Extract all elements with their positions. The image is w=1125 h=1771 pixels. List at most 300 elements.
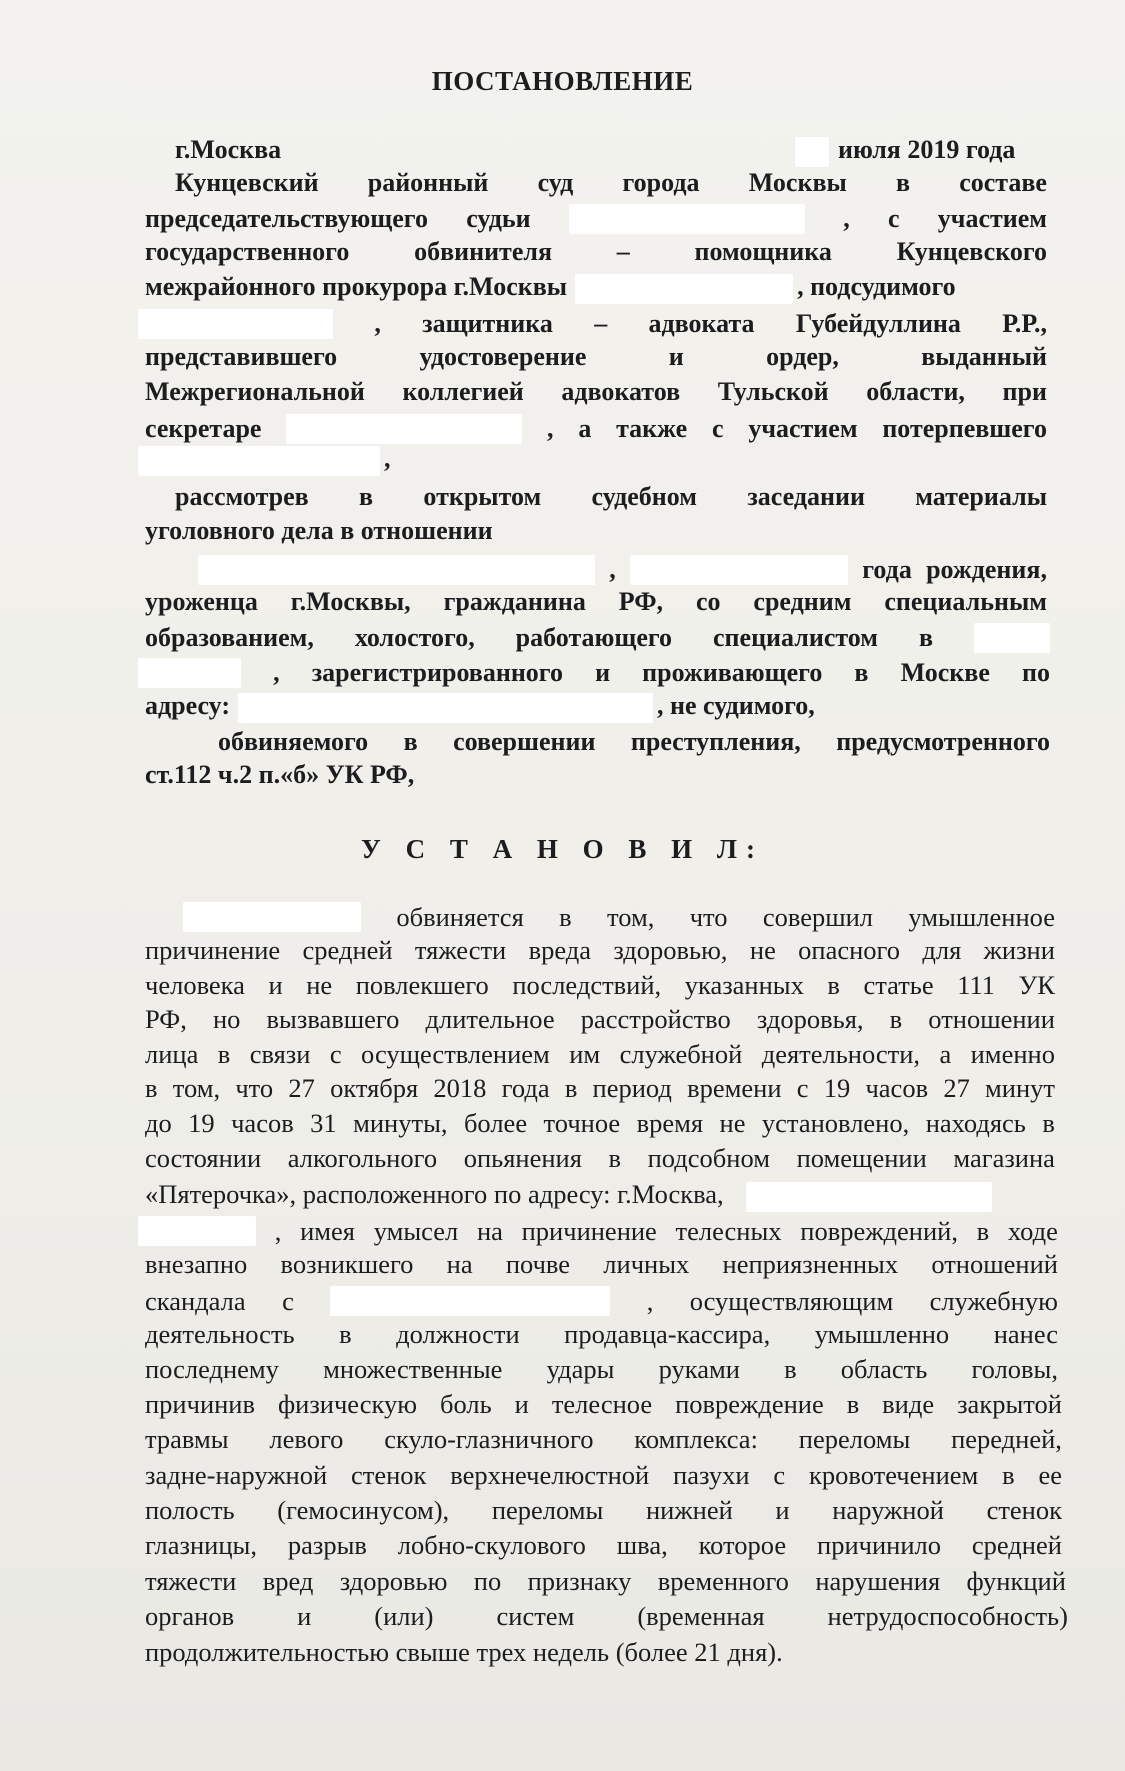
text-word: телесных bbox=[675, 1215, 782, 1246]
text-word: почве bbox=[505, 1249, 571, 1279]
text-word: Межрегиональной bbox=[145, 377, 365, 406]
text-word: г.Москвы, bbox=[290, 587, 411, 616]
redaction-block bbox=[183, 902, 361, 932]
text-word: председательствующего bbox=[145, 204, 428, 233]
text-line bbox=[145, 937, 1055, 964]
text-word: в bbox=[359, 482, 374, 511]
text-word: помощника bbox=[694, 237, 832, 266]
text-word: причинение bbox=[521, 1215, 657, 1246]
text-line bbox=[175, 484, 1047, 510]
redaction-block bbox=[569, 204, 805, 234]
text-word: здоровья, bbox=[756, 1004, 864, 1034]
text-word: минуты, bbox=[353, 1108, 448, 1138]
text-word: в bbox=[889, 1004, 903, 1034]
text-word: причинение bbox=[145, 935, 281, 965]
text-word: области, bbox=[866, 377, 965, 406]
text-line bbox=[145, 623, 1050, 653]
text-word: шва, bbox=[616, 1530, 668, 1560]
text-word: судьи bbox=[466, 204, 531, 233]
text-line bbox=[145, 344, 1047, 370]
text-word: Кунцевский bbox=[175, 168, 319, 197]
text-word: Москве bbox=[900, 658, 990, 687]
text-line bbox=[138, 309, 1047, 339]
text-word: города bbox=[622, 168, 700, 197]
text-word: опьянения bbox=[463, 1143, 582, 1173]
text-word: тяжести bbox=[414, 935, 507, 965]
text-word: 27 bbox=[288, 1073, 315, 1103]
city-label: г.Москва bbox=[175, 135, 282, 164]
text-word: коллегией bbox=[402, 377, 524, 406]
redaction-block bbox=[138, 446, 380, 476]
text-word: , bbox=[547, 414, 554, 443]
text-word: , bbox=[374, 309, 381, 338]
text-word: повреждение bbox=[675, 1389, 824, 1419]
text-word: секретаре bbox=[145, 414, 262, 443]
text-word: в bbox=[339, 1319, 352, 1349]
text-word: средней bbox=[302, 935, 393, 965]
text-line bbox=[145, 1639, 783, 1666]
text-line bbox=[145, 1356, 1058, 1383]
text-word: умысел bbox=[373, 1215, 459, 1246]
text-word: Р.Р., bbox=[1002, 309, 1047, 338]
text-word: пазухи bbox=[673, 1460, 750, 1490]
text-line bbox=[145, 518, 493, 544]
text-word: вызвавшего bbox=[266, 1004, 400, 1034]
text-word: состоянии bbox=[145, 1143, 262, 1173]
text-word: лобно-скулового bbox=[397, 1530, 586, 1560]
text-word: обвиняется bbox=[396, 901, 524, 932]
text-word: выданный bbox=[921, 342, 1047, 371]
text-word: и bbox=[668, 342, 684, 371]
redaction-block bbox=[575, 274, 793, 304]
text-word: время bbox=[636, 1108, 704, 1138]
text-word: должности bbox=[396, 1319, 520, 1349]
redaction-block bbox=[138, 1216, 256, 1246]
text-word: , bbox=[646, 1285, 654, 1316]
text-word: 111 bbox=[957, 970, 995, 1000]
text-word: закрытой bbox=[957, 1389, 1062, 1419]
text-word: деятельности, bbox=[761, 1039, 921, 1069]
text-word: при bbox=[1002, 377, 1047, 406]
text-word: , bbox=[273, 658, 280, 687]
text-word: здоровью bbox=[339, 1566, 448, 1596]
section-heading: У С Т А Н О В И Л: bbox=[361, 834, 764, 864]
text-word: часов bbox=[865, 1073, 929, 1103]
text-line bbox=[145, 1286, 1058, 1316]
text-word: физическую bbox=[277, 1389, 418, 1419]
text-word: подсобном bbox=[647, 1143, 770, 1173]
text-word: повлекшего bbox=[355, 970, 489, 1000]
text-line bbox=[145, 1462, 1062, 1489]
text-word: , bbox=[609, 555, 616, 584]
text-word: полость bbox=[145, 1495, 235, 1525]
text-word: в bbox=[608, 1143, 622, 1173]
text-word: часов bbox=[231, 1108, 294, 1138]
text-word: уголовного дела в отношении bbox=[145, 516, 493, 545]
text-word: 27 bbox=[943, 1073, 970, 1103]
text-word: ее bbox=[1038, 1460, 1062, 1490]
text-word: предусмотренного bbox=[836, 727, 1050, 756]
text-word: в bbox=[846, 1389, 860, 1419]
text-word: функций bbox=[966, 1566, 1066, 1596]
text-line bbox=[145, 414, 1047, 444]
text-word: опасного bbox=[798, 935, 901, 965]
text-word: «Пятерочка», расположенного по адресу: г.Москва, bbox=[145, 1179, 724, 1209]
text-word: глазницы, bbox=[145, 1530, 257, 1560]
text-line bbox=[138, 1216, 1058, 1246]
text-word: в bbox=[1042, 1108, 1055, 1138]
text-word: , подсудимого bbox=[797, 272, 956, 301]
redaction-block bbox=[198, 555, 595, 585]
text-word: гражданина bbox=[443, 587, 586, 616]
text-word: ст.112 ч.2 п.«б» УК РФ, bbox=[145, 760, 415, 789]
text-line bbox=[145, 762, 414, 788]
text-word: не bbox=[306, 970, 333, 1000]
text-word: Москвы bbox=[748, 168, 847, 197]
text-word: имея bbox=[300, 1215, 355, 1246]
text-word: причинив bbox=[145, 1389, 255, 1419]
text-word: что bbox=[235, 1073, 274, 1103]
text-word: продолжительностью свыше трех недель (более 21 дня). bbox=[145, 1637, 783, 1667]
text-word: служебную bbox=[929, 1285, 1058, 1316]
text-line bbox=[175, 170, 1047, 196]
text-word: неприязненных bbox=[722, 1249, 899, 1279]
text-word: рассмотрев bbox=[175, 482, 309, 511]
text-word: что bbox=[689, 901, 728, 932]
text-line bbox=[145, 379, 1047, 405]
text-word: 19 bbox=[188, 1108, 215, 1138]
text-word: тяжести bbox=[145, 1566, 237, 1596]
text-word: проживающего bbox=[642, 658, 823, 687]
text-word: суд bbox=[537, 168, 574, 197]
date-suffix: июля 2019 года bbox=[838, 135, 1016, 164]
text-word: установлено, bbox=[761, 1108, 910, 1138]
text-line bbox=[145, 589, 1047, 615]
text-word: времени bbox=[687, 1073, 782, 1103]
text-word: головы, bbox=[971, 1354, 1058, 1384]
text-line bbox=[145, 239, 1047, 265]
text-word: том, bbox=[606, 901, 655, 932]
text-word: представившего bbox=[145, 342, 338, 371]
text-word: до bbox=[145, 1108, 172, 1138]
text-word: руками bbox=[658, 1354, 740, 1384]
text-word: – bbox=[594, 309, 608, 338]
text-word: составе bbox=[959, 168, 1047, 197]
text-word: боль bbox=[440, 1389, 492, 1419]
text-word: комплекса: bbox=[634, 1424, 758, 1454]
text-word: районный bbox=[367, 168, 489, 197]
text-word: нетрудоспособность) bbox=[827, 1601, 1068, 1631]
text-word: длительное bbox=[425, 1004, 555, 1034]
text-word: обвинителя bbox=[414, 237, 553, 266]
text-word: удары bbox=[546, 1354, 615, 1384]
text-line bbox=[145, 204, 1047, 234]
text-word: а bbox=[578, 414, 592, 443]
text-word: межрайонного прокурора г.Москвы bbox=[145, 272, 568, 301]
text-line bbox=[145, 1041, 1055, 1068]
text-word: ходе bbox=[1007, 1215, 1058, 1246]
text-word: Губейдуллина bbox=[795, 309, 961, 338]
text-word: возникшего bbox=[280, 1249, 414, 1279]
text-word: которое bbox=[698, 1530, 787, 1560]
text-word: (гемосинусом), bbox=[277, 1495, 450, 1525]
text-word: года bbox=[862, 555, 912, 584]
text-word: повреждений, bbox=[800, 1215, 958, 1246]
text-word: магазина bbox=[953, 1143, 1055, 1173]
text-word: и bbox=[775, 1495, 790, 1525]
text-line bbox=[145, 1251, 1058, 1278]
text-word: ордер, bbox=[766, 342, 839, 371]
redaction-block bbox=[238, 693, 653, 723]
text-line bbox=[145, 1532, 1062, 1559]
text-line bbox=[145, 1181, 992, 1212]
text-word: (временная bbox=[637, 1601, 765, 1631]
text-word: жизни bbox=[983, 935, 1055, 965]
redaction-block bbox=[974, 623, 1050, 653]
text-word: продавца-кассира, bbox=[564, 1319, 771, 1349]
text-word: том, bbox=[172, 1073, 221, 1103]
text-line bbox=[138, 446, 391, 476]
text-word: материалы bbox=[915, 482, 1047, 511]
text-word: органов bbox=[145, 1601, 235, 1631]
text-word: на bbox=[446, 1249, 473, 1279]
text-word: внезапно bbox=[145, 1249, 248, 1279]
text-word: и bbox=[297, 1601, 312, 1631]
text-word: множественные bbox=[323, 1354, 503, 1384]
text-word: телесное bbox=[551, 1389, 653, 1419]
text-word: на bbox=[476, 1215, 503, 1246]
text-word: в bbox=[918, 623, 934, 652]
text-word: октября bbox=[330, 1073, 419, 1103]
text-word: травмы bbox=[145, 1424, 229, 1454]
text-line bbox=[145, 1321, 1058, 1348]
text-word: адресу: bbox=[145, 691, 230, 720]
text-word: вред bbox=[262, 1566, 314, 1596]
text-word: связи bbox=[249, 1039, 311, 1069]
text-word: отношении bbox=[928, 1004, 1055, 1034]
text-word: не bbox=[719, 1108, 746, 1138]
text-word: уроженца bbox=[145, 587, 258, 616]
text-word: а bbox=[939, 1039, 952, 1069]
text-word: с bbox=[773, 1460, 786, 1490]
text-word: лица bbox=[145, 1039, 199, 1069]
text-word: вреда bbox=[528, 935, 591, 965]
text-word: года bbox=[501, 1073, 550, 1103]
text-word: умышленно bbox=[814, 1319, 950, 1349]
text-word: (или) bbox=[374, 1601, 434, 1631]
text-word: статье bbox=[863, 970, 934, 1000]
text-word: минут bbox=[985, 1073, 1055, 1103]
text-word: задне-наружной bbox=[145, 1460, 328, 1490]
text-word: с bbox=[712, 414, 724, 443]
text-word: участием bbox=[748, 414, 858, 443]
text-word: в bbox=[784, 1354, 797, 1384]
text-line bbox=[138, 658, 1050, 688]
text-word: в bbox=[895, 168, 911, 197]
text-word: в bbox=[976, 1215, 990, 1246]
text-word: – bbox=[616, 237, 630, 266]
text-word: 2018 bbox=[433, 1073, 487, 1103]
text-word: потерпевшего bbox=[882, 414, 1047, 443]
text-word: расстройство bbox=[580, 1004, 731, 1034]
text-word: с bbox=[887, 204, 900, 233]
redaction-block bbox=[138, 658, 241, 688]
text-word: со bbox=[695, 587, 721, 616]
text-word: передней, bbox=[951, 1424, 1062, 1454]
text-word: в bbox=[854, 658, 869, 687]
text-word: не bbox=[749, 935, 776, 965]
redaction-block bbox=[138, 309, 333, 339]
text-word: служебной bbox=[619, 1039, 743, 1069]
redaction-block bbox=[630, 555, 848, 585]
text-word: скуло-глазничного bbox=[384, 1424, 594, 1454]
text-line bbox=[183, 902, 1055, 932]
text-word: УК bbox=[1018, 970, 1055, 1000]
text-word: находясь bbox=[925, 1108, 1026, 1138]
text-line bbox=[198, 555, 1047, 585]
text-word: участием bbox=[937, 204, 1047, 233]
redaction-block bbox=[330, 1286, 610, 1316]
text-word: более bbox=[463, 1108, 528, 1138]
text-line bbox=[145, 1110, 1055, 1137]
text-word: систем bbox=[496, 1601, 575, 1631]
text-word: левого bbox=[269, 1424, 344, 1454]
text-word: область bbox=[840, 1354, 928, 1384]
text-word: средним bbox=[753, 587, 852, 616]
text-word: здоровью, bbox=[613, 935, 728, 965]
text-word: РФ, bbox=[145, 1004, 187, 1034]
text-word: стенок bbox=[986, 1495, 1062, 1525]
text-word: государственного bbox=[145, 237, 350, 266]
text-word: и bbox=[514, 1389, 529, 1419]
text-word: в bbox=[403, 727, 418, 756]
text-word: указанных bbox=[684, 970, 804, 1000]
text-word: совершении bbox=[453, 727, 596, 756]
text-word: адвокатов bbox=[561, 377, 681, 406]
text-word: заседании bbox=[747, 482, 865, 511]
text-line bbox=[145, 1075, 1055, 1102]
text-word: Кунцевского bbox=[896, 237, 1047, 266]
text-word: рождения, bbox=[926, 555, 1047, 584]
text-word: с bbox=[329, 1039, 342, 1069]
text-line bbox=[145, 1568, 1066, 1595]
text-word: специалистом bbox=[713, 623, 879, 652]
text-word: переломы bbox=[491, 1495, 604, 1525]
text-word: личных bbox=[603, 1249, 690, 1279]
text-line bbox=[145, 693, 815, 723]
text-word: Тульской bbox=[717, 377, 829, 406]
redaction-block bbox=[795, 137, 829, 167]
text-word: открытом bbox=[423, 482, 542, 511]
text-word: в bbox=[559, 901, 572, 932]
text-word: отношений bbox=[931, 1249, 1058, 1279]
text-word: 31 bbox=[310, 1108, 337, 1138]
text-word: , bbox=[274, 1215, 282, 1246]
text-word: , bbox=[843, 204, 850, 233]
text-word: , bbox=[384, 444, 391, 473]
text-word: холостого, bbox=[354, 623, 475, 652]
text-word: в bbox=[217, 1039, 231, 1069]
text-word: зарегистрированного bbox=[311, 658, 563, 687]
text-line bbox=[145, 1603, 1068, 1630]
text-word: защитника bbox=[422, 309, 553, 338]
text-word: по bbox=[473, 1566, 502, 1596]
text-word: судебном bbox=[591, 482, 697, 511]
text-word: признаку bbox=[527, 1566, 632, 1596]
text-word: период bbox=[592, 1073, 672, 1103]
text-word: с bbox=[796, 1073, 809, 1103]
text-line bbox=[145, 1497, 1062, 1524]
text-line bbox=[218, 729, 1050, 755]
text-word: последнему bbox=[145, 1354, 279, 1384]
text-word: нанес bbox=[993, 1319, 1058, 1349]
text-word: именно bbox=[970, 1039, 1055, 1069]
text-word: алкогольного bbox=[287, 1143, 438, 1173]
text-word: в bbox=[827, 970, 840, 1000]
text-word: в bbox=[145, 1073, 158, 1103]
text-word: совершил bbox=[762, 901, 874, 932]
text-word: умышленное bbox=[908, 901, 1055, 932]
text-word: стенок bbox=[350, 1460, 427, 1490]
text-word: деятельность bbox=[145, 1319, 295, 1349]
text-word: для bbox=[922, 935, 962, 965]
text-word: осуществлением bbox=[361, 1039, 550, 1069]
text-word: РФ, bbox=[618, 587, 664, 616]
text-word: обвиняемого bbox=[218, 727, 369, 756]
text-word: помещении bbox=[796, 1143, 927, 1173]
text-word: удостоверение bbox=[419, 342, 587, 371]
text-word: кровотечением bbox=[809, 1460, 979, 1490]
redaction-block bbox=[746, 1182, 992, 1212]
text-line bbox=[145, 1006, 1055, 1033]
text-word: причинило bbox=[817, 1530, 941, 1560]
redaction-block bbox=[286, 414, 522, 444]
text-word: адвоката bbox=[648, 309, 755, 338]
text-word: образованием, bbox=[145, 623, 314, 652]
text-line bbox=[145, 274, 956, 304]
text-word: последствий, bbox=[512, 970, 662, 1000]
text-word: в bbox=[564, 1073, 578, 1103]
text-word: им bbox=[569, 1039, 601, 1069]
text-word: и bbox=[595, 658, 611, 687]
text-word: и bbox=[268, 970, 283, 1000]
text-word: в bbox=[1002, 1460, 1015, 1490]
text-word: нарушения bbox=[815, 1566, 941, 1596]
text-word: виде bbox=[882, 1389, 935, 1419]
text-line bbox=[145, 972, 1055, 999]
text-line bbox=[145, 1391, 1062, 1418]
text-word: с bbox=[282, 1285, 294, 1316]
text-line bbox=[145, 1145, 1055, 1172]
date-line bbox=[795, 137, 1015, 167]
text-word: средней bbox=[971, 1530, 1062, 1560]
text-word: 19 bbox=[823, 1073, 851, 1103]
text-line bbox=[145, 1426, 1062, 1453]
text-word: также bbox=[616, 414, 688, 443]
text-word: наружной bbox=[832, 1495, 944, 1525]
text-word: скандала bbox=[145, 1285, 246, 1316]
text-word: верхнечелюстной bbox=[450, 1460, 650, 1490]
text-word: переломы bbox=[798, 1424, 911, 1454]
text-word: специальным bbox=[884, 587, 1047, 616]
text-word: временного bbox=[657, 1566, 789, 1596]
text-word: по bbox=[1021, 658, 1050, 687]
text-word: но bbox=[212, 1004, 241, 1034]
text-word: точное bbox=[543, 1108, 621, 1138]
text-word: преступления, bbox=[630, 727, 801, 756]
text-word: работающего bbox=[515, 623, 673, 652]
text-word: осуществляющим bbox=[689, 1285, 894, 1316]
